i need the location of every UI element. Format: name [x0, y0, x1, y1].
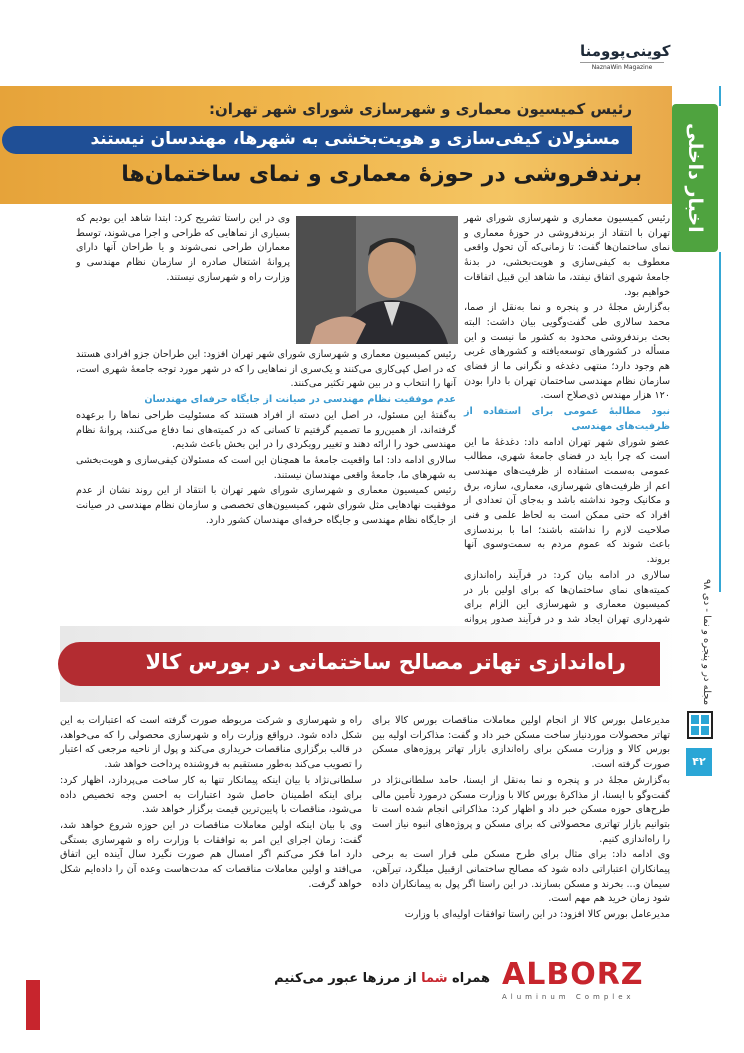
article1-headline: برندفروشی در حوزۀ معماری و نمای ساختمان‌ها [121, 162, 642, 187]
article2-headline: راه‌اندازی تهاتر مصالح ساختمانی در بورس کالا [145, 650, 626, 674]
paragraph: مدیرعامل بورس کالا افزود: در این راستا توافقات اولیه‌ای با وزارت [404, 909, 670, 921]
alborz-logo [502, 958, 668, 1002]
paragraph: سلطانی‌نژاد با بیان اینکه پیمانکار تنها به کار ساخت می‌پردازد، اظهار کرد: برای اینکه اطمینان حاصل شود اعتبارات به احسن وجه تخصیص داده می‌شود، مناقصات با پایین‌ترین قیمت برگزار خواهد شد. [60, 774, 362, 816]
ad-slogan-red: شما [421, 971, 448, 986]
paragraph: رئیس کمیسیون معماری و شهرسازی شورای شهر تهران با انتقاد از برندفروشی در حوزۀ معماری و نمای ساختمان‌ها گفت: تا زمانی‌که آن تحول واقعی معطوف به کیفی‌سازی و هویت‌بخشی، در بدنۀ جامعۀ شهری اتفاق نیفتد، ما شاهد این قبیل اتفاقات خواهیم بود. [464, 213, 670, 298]
article1-kicker: رئیس کمیسیون معماری و شهرسازی شورای شهر تهران: [208, 100, 632, 118]
journal-issue-label: مجله در و پنجره و نما - دی ۹۸ [701, 578, 712, 705]
paragraph: وی با بیان اینکه اولین معاملات مناقصات در این حوزه شروع خواهد شد، گفت: زمان اجرای این امر به توافقات با وزارت راه و شهرسازی بستگی دارد اما فکر می‌کنم اگر امسال هم صورت نگیرد سال آینده این اتفاق می‌افتد و اولین معاملات مناقصات که مدت‌هاست وعده آن را داده‌ایم شکل خواهد گرفت. [60, 819, 362, 890]
paragraph: به‌گزارش مجلۀ در و پنجره و نما به‌نقل از ایسنا، حامد سلطانی‌نژاد در گفت‌وگو با ایسنا، از مذاکرۀ بورس کالا با وزارت مسکن درمورد تأمین مالی طرح‌های حوزه مسکن خبر داد و اظهار کرد: مذاکراتی انجام شده است تا بتوانیم بازار تهاتری محصولاتی که برای مسکن و پروژه‌های انبوه نیاز است را راه‌اندازی کنیم. [372, 774, 670, 845]
magazine-logo-text: کوینی‌پو‌ومنا [580, 42, 671, 60]
alborz-tagline: Aluminum Complex [502, 993, 635, 1001]
article1-subhead-1: نبود مطالبۀ عمومی برای استفاده از ظرفیت‌های مهندسی [464, 406, 670, 432]
article2-left-column [60, 714, 362, 893]
ad-slogan [190, 971, 490, 986]
article1-left-column-top [76, 212, 290, 287]
magazine-logo-sub: NaznaWin Magazine [580, 62, 664, 73]
article1-strap-text: مسئولان کیفی‌سازی و هویت‌بخشی به شهرها، مهندسان نیستند [90, 129, 620, 149]
article2-right-column [372, 714, 670, 924]
paragraph: رئیس کمیسیون معماری و شهرسازی شورای شهر تهران با انتقاد از این روند نشان از عدم موفقیت نهادهایی مثل شورای شهر، کمیسیون‌های تخصصی و سازمان نظام مهندسی در صیانت از جایگاه نظام مهندسی و جایگاه حرفه‌ای مهندسان کشور دارد. [76, 485, 456, 526]
speaker-photo [296, 216, 458, 344]
article1-strap [2, 126, 632, 154]
ad-slogan-pre: همراه [447, 971, 490, 986]
paragraph: مدیرعامل بورس کالا از انجام اولین معاملات مناقصات بورس کالا برای تهاتر محصولات موردنیاز ساخت مسکن خبر داد و گفت: مذاکرات اولیه بین بورس کالا و وزارت مسکن برای راه‌اندازی بازار تهاتر پروژه‌های مسکن صورت گرفته است. [372, 715, 670, 771]
window-icon [686, 710, 714, 740]
paragraph: وی ادامه داد: برای مثال برای طرح مسکن ملی قرار است به برخی پیمانکاران اعتباراتی داده شود که مصالح ساختمانی ازقبیل میلگرد، تیرآهن، سیمان و... بخرند و مسکن بسازند. در این راستا اگر پول به پیمانکاران داده شود زمان خرید هم مهم است. [372, 849, 670, 905]
paragraph: عضو شورای شهر تهران ادامه داد: دغدغۀ ما این است که چرا باید در فضای جامعۀ شهری، مطالب عمومی به‌سمت استفاده از ظرفیت‌های مهندسی اعم از ظرفیت‌های شهرسازی، معماری، سازه، برق و مکانیک وجود نداشته باشد و به‌جای آن تعدادی از افراد که حتی ممکن است به لحاظ علمی و فنی صلاحیت لازم را نداشته باشند؛ اما با برندسازی باعث شوند که عموم مردم به سمت‌وسوی آنها بروند. [464, 436, 670, 566]
article1-subhead-2: عدم موفقیت نظام مهندسی در صیانت از جایگاه حرفه‌ای مهندسان [144, 394, 456, 406]
rail-line-middle [719, 252, 721, 592]
side-accent-bar [26, 980, 40, 1030]
paragraph: سالاری در ادامه بیان کرد: در فرآیند راه‌اندازی کمیته‌های نمای ساختمان‌ها که برای اولین بار در کمیسیون معماری و شهرسازی این الزام برای شهرداری تهران ایجاد شد و در فرآیند صدور پروانه [464, 569, 670, 625]
paragraph: راه و شهرسازی و شرکت مربوطه صورت گرفته است که اعتبارات به این شکل داده شود. درواقع وزارت راه و شهرسازی محصولی را که می‌خواهد، در قالب برگزاری مناقصات خریداری می‌کند و پول از ناحیه مرجعی که اعتبار را تصویب می‌کند به‌طور مستقیم به فروشنده پرداخت خواهد شد. [60, 715, 362, 771]
rail-line-top [719, 86, 721, 106]
section-tab-label: اخبار داخلی [684, 123, 706, 233]
article1-header [0, 86, 672, 204]
article1-left-column [76, 348, 456, 529]
paragraph: به‌گزارش مجلۀ در و پنجره و نما به‌نقل از صما، محمد سالاری طی گفت‌وگویی بیان داشت: البته بحث برندفروشی محدود به کشور ما نیست و این مسأله در کشورهای توسعه‌یافته و کشورهای غربی هم وجود دارد؛ منتهی دغدغه و نگرانی ما از فضای سازمان نظام مهندسی ساختمان تهران با دارا بودن ۱۲۰ هزار مهندس ذی‌صلاح است. [464, 302, 670, 402]
section-tab [672, 104, 718, 252]
article1-right-column [464, 212, 670, 643]
magazine-logo [580, 40, 671, 84]
paragraph: به‌گفتۀ این مسئول، در اصل این دسته از افراد هستند که مسئولیت طراحی نماها را برعهده گرفته‌اند، از همین‌رو ما تصمیم گرفتیم تا کسانی که در کمیته‌های نما دفاع می‌کنند، پروانۀ نظام مهندسی خود را ارائه دهند و تغییر رویکردی را در این بخش باعث شدیم. [76, 409, 456, 451]
alborz-brand: ALBORZ [502, 957, 644, 992]
paragraph: وی در این راستا تشریح کرد: ابتدا شاهد این بودیم که بسیاری از نماهایی که طراحی و اجرا می‌شوند، توسط معماران طراحی نمی‌شوند و یا طراحان آنها دارای پروانۀ اشتغال صادره از سازمان نظام مهندسی و وزارت راه و شهرسازی نیستند. [76, 213, 290, 283]
paragraph: رئیس کمیسیون معماری و شهرسازی شورای شهر تهران افزود: این طراحان جزو افرادی هستند که در اصل کپی‌کاری می‌کنند و یک‌سری از نماهایی را که در شهر مورد توجه جامعۀ شهری است، آنها را انتخاب و در بین شهر تکثیر می‌کنند. [76, 349, 456, 390]
article2-header [58, 642, 660, 686]
ad-slogan-post: از مرزها عبور می‌کنیم [274, 971, 422, 986]
paragraph: سالاری ادامه داد: اما واقعیت جامعۀ ما همچنان این است که مسئولان کیفی‌سازی و هویت‌بخشی به شهرهای ما، جامعۀ واقعی مهندسان نیستند. [76, 454, 456, 481]
page-number: ۴۲ [686, 748, 712, 776]
